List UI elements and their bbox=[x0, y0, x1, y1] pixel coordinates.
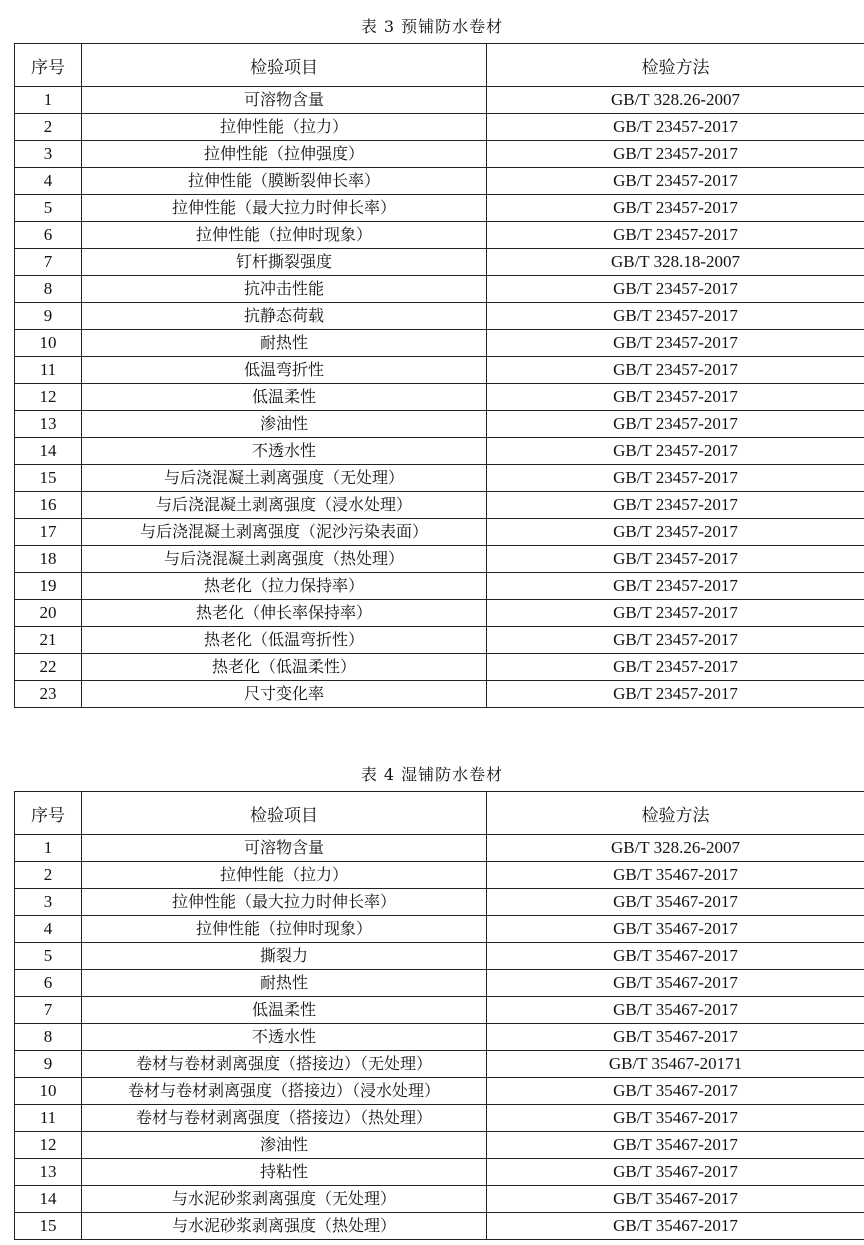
serial-number-cell: 12 bbox=[15, 1132, 82, 1159]
test-method-cell: GB/T 23457-2017 bbox=[487, 519, 864, 546]
serial-number-cell: 7 bbox=[15, 249, 82, 276]
serial-number-cell: 8 bbox=[15, 1024, 82, 1051]
table-row bbox=[15, 357, 864, 384]
table-row bbox=[15, 997, 864, 1024]
serial-number-cell: 5 bbox=[15, 195, 82, 222]
test-item-cell: 拉伸性能（拉力） bbox=[82, 114, 487, 141]
test-item-cell: 低温柔性 bbox=[82, 384, 487, 411]
serial-number-cell: 16 bbox=[15, 492, 82, 519]
test-item-cell: 持粘性 bbox=[82, 1159, 487, 1186]
test-item-cell: 热老化（伸长率保持率） bbox=[82, 600, 487, 627]
test-method-cell: GB/T 23457-2017 bbox=[487, 276, 864, 303]
test-method-cell: GB/T 23457-2017 bbox=[487, 627, 864, 654]
test-method-cell: GB/T 23457-2017 bbox=[487, 168, 864, 195]
table-3 bbox=[14, 43, 864, 708]
serial-number-cell: 15 bbox=[15, 1213, 82, 1240]
test-method-cell: GB/T 23457-2017 bbox=[487, 492, 864, 519]
serial-number-cell: 9 bbox=[15, 1051, 82, 1078]
table-row bbox=[15, 438, 864, 465]
table-row bbox=[15, 889, 864, 916]
test-method-cell: GB/T 23457-2017 bbox=[487, 222, 864, 249]
table-row bbox=[15, 681, 864, 708]
test-item-cell: 热老化（拉力保持率） bbox=[82, 573, 487, 600]
serial-number-cell: 12 bbox=[15, 384, 82, 411]
test-method-cell: GB/T 23457-2017 bbox=[487, 600, 864, 627]
test-method-cell: GB/T 23457-2017 bbox=[487, 411, 864, 438]
serial-number-cell: 5 bbox=[15, 943, 82, 970]
table-row bbox=[15, 1105, 864, 1132]
serial-number-cell: 10 bbox=[15, 330, 82, 357]
serial-number-cell: 13 bbox=[15, 1159, 82, 1186]
table-row bbox=[15, 1024, 864, 1051]
serial-number-cell: 23 bbox=[15, 681, 82, 708]
serial-number-cell: 2 bbox=[15, 114, 82, 141]
header-serial-number: 序号 bbox=[15, 44, 82, 87]
test-item-cell: 拉伸性能（拉伸强度） bbox=[82, 141, 487, 168]
table-row bbox=[15, 249, 864, 276]
table-row bbox=[15, 573, 864, 600]
table-row bbox=[15, 1159, 864, 1186]
header-test-item: 检验项目 bbox=[82, 792, 487, 835]
table-row bbox=[15, 114, 864, 141]
table-row bbox=[15, 627, 864, 654]
test-item-cell: 低温柔性 bbox=[82, 997, 487, 1024]
test-item-cell: 抗冲击性能 bbox=[82, 276, 487, 303]
table-row bbox=[15, 519, 864, 546]
test-item-cell: 渗油性 bbox=[82, 1132, 487, 1159]
table-row bbox=[15, 1186, 864, 1213]
test-item-cell: 拉伸性能（拉力） bbox=[82, 862, 487, 889]
serial-number-cell: 1 bbox=[15, 835, 82, 862]
table-row bbox=[15, 654, 864, 681]
test-method-cell: GB/T 35467-2017 bbox=[487, 1105, 864, 1132]
test-method-cell: GB/T 23457-2017 bbox=[487, 654, 864, 681]
test-method-cell: GB/T 35467-2017 bbox=[487, 943, 864, 970]
table-4 bbox=[14, 791, 864, 1240]
serial-number-cell: 8 bbox=[15, 276, 82, 303]
test-item-cell: 耐热性 bbox=[82, 970, 487, 997]
test-method-cell: GB/T 328.26-2007 bbox=[487, 835, 864, 862]
test-item-cell: 拉伸性能（膜断裂伸长率） bbox=[82, 168, 487, 195]
serial-number-cell: 21 bbox=[15, 627, 82, 654]
test-method-cell: GB/T 23457-2017 bbox=[487, 573, 864, 600]
table-row bbox=[15, 600, 864, 627]
test-method-cell: GB/T 35467-2017 bbox=[487, 1132, 864, 1159]
serial-number-cell: 4 bbox=[15, 168, 82, 195]
serial-number-cell: 11 bbox=[15, 1105, 82, 1132]
table-row bbox=[15, 970, 864, 997]
serial-number-cell: 13 bbox=[15, 411, 82, 438]
table-row bbox=[15, 862, 864, 889]
test-method-cell: GB/T 35467-2017 bbox=[487, 1159, 864, 1186]
table-row bbox=[15, 87, 864, 114]
test-method-cell: GB/T 23457-2017 bbox=[487, 357, 864, 384]
table-row bbox=[15, 1051, 864, 1078]
test-item-cell: 不透水性 bbox=[82, 1024, 487, 1051]
test-item-cell: 渗油性 bbox=[82, 411, 487, 438]
test-method-cell: GB/T 328.26-2007 bbox=[487, 87, 864, 114]
table-row bbox=[15, 1078, 864, 1105]
table-row bbox=[15, 546, 864, 573]
test-item-cell: 卷材与卷材剥离强度（搭接边）（浸水处理） bbox=[82, 1078, 487, 1105]
test-item-cell: 拉伸性能（最大拉力时伸长率） bbox=[82, 889, 487, 916]
table-row bbox=[15, 276, 864, 303]
table-row bbox=[15, 222, 864, 249]
test-item-cell: 钉杆撕裂强度 bbox=[82, 249, 487, 276]
serial-number-cell: 10 bbox=[15, 1078, 82, 1105]
test-item-cell: 与后浇混凝土剥离强度（无处理） bbox=[82, 465, 487, 492]
test-method-cell: GB/T 35467-2017 bbox=[487, 1186, 864, 1213]
serial-number-cell: 17 bbox=[15, 519, 82, 546]
serial-number-cell: 14 bbox=[15, 438, 82, 465]
serial-number-cell: 6 bbox=[15, 222, 82, 249]
table-header-row bbox=[15, 792, 864, 835]
test-method-cell: GB/T 35467-2017 bbox=[487, 970, 864, 997]
test-method-cell: GB/T 23457-2017 bbox=[487, 546, 864, 573]
serial-number-cell: 3 bbox=[15, 889, 82, 916]
test-item-cell: 热老化（低温柔性） bbox=[82, 654, 487, 681]
serial-number-cell: 14 bbox=[15, 1186, 82, 1213]
serial-number-cell: 4 bbox=[15, 916, 82, 943]
test-method-cell: GB/T 35467-2017 bbox=[487, 862, 864, 889]
serial-number-cell: 7 bbox=[15, 997, 82, 1024]
table-row bbox=[15, 916, 864, 943]
test-method-cell: GB/T 328.18-2007 bbox=[487, 249, 864, 276]
test-method-cell: GB/T 23457-2017 bbox=[487, 303, 864, 330]
test-method-cell: GB/T 35467-2017 bbox=[487, 997, 864, 1024]
table-row bbox=[15, 303, 864, 330]
serial-number-cell: 15 bbox=[15, 465, 82, 492]
test-item-cell: 与水泥砂浆剥离强度（无处理） bbox=[82, 1186, 487, 1213]
serial-number-cell: 20 bbox=[15, 600, 82, 627]
test-item-cell: 与后浇混凝土剥离强度（浸水处理） bbox=[82, 492, 487, 519]
test-method-cell: GB/T 23457-2017 bbox=[487, 465, 864, 492]
serial-number-cell: 18 bbox=[15, 546, 82, 573]
test-method-cell: GB/T 35467-2017 bbox=[487, 1078, 864, 1105]
test-item-cell: 可溶物含量 bbox=[82, 87, 487, 114]
test-method-cell: GB/T 23457-2017 bbox=[487, 384, 864, 411]
header-test-item: 检验项目 bbox=[82, 44, 487, 87]
serial-number-cell: 3 bbox=[15, 141, 82, 168]
serial-number-cell: 1 bbox=[15, 87, 82, 114]
test-item-cell: 热老化（低温弯折性） bbox=[82, 627, 487, 654]
header-serial-number: 序号 bbox=[15, 792, 82, 835]
table-row bbox=[15, 195, 864, 222]
test-method-cell: GB/T 35467-2017 bbox=[487, 1024, 864, 1051]
serial-number-cell: 11 bbox=[15, 357, 82, 384]
test-item-cell: 卷材与卷材剥离强度（搭接边）（热处理） bbox=[82, 1105, 487, 1132]
header-test-method: 检验方法 bbox=[487, 792, 864, 835]
test-item-cell: 与水泥砂浆剥离强度（热处理） bbox=[82, 1213, 487, 1240]
table-header-row bbox=[15, 44, 864, 87]
test-method-cell: GB/T 35467-2017 bbox=[487, 889, 864, 916]
test-item-cell: 可溶物含量 bbox=[82, 835, 487, 862]
test-method-cell: GB/T 35467-2017 bbox=[487, 1213, 864, 1240]
serial-number-cell: 6 bbox=[15, 970, 82, 997]
test-item-cell: 拉伸性能（拉伸时现象） bbox=[82, 916, 487, 943]
table-row bbox=[15, 835, 864, 862]
table-row bbox=[15, 168, 864, 195]
table-row bbox=[15, 141, 864, 168]
serial-number-cell: 2 bbox=[15, 862, 82, 889]
test-item-cell: 尺寸变化率 bbox=[82, 681, 487, 708]
table-3-caption: 表 3 预铺防水卷材 bbox=[360, 17, 504, 36]
table-4-caption: 表 4 湿铺防水卷材 bbox=[360, 765, 504, 784]
test-method-cell: GB/T 35467-20171 bbox=[487, 1051, 864, 1078]
test-method-cell: GB/T 23457-2017 bbox=[487, 141, 864, 168]
test-method-cell: GB/T 23457-2017 bbox=[487, 195, 864, 222]
serial-number-cell: 9 bbox=[15, 303, 82, 330]
test-item-cell: 拉伸性能（拉伸时现象） bbox=[82, 222, 487, 249]
table-row bbox=[15, 384, 864, 411]
test-item-cell: 拉伸性能（最大拉力时伸长率） bbox=[82, 195, 487, 222]
test-method-cell: GB/T 23457-2017 bbox=[487, 330, 864, 357]
test-item-cell: 与后浇混凝土剥离强度（热处理） bbox=[82, 546, 487, 573]
table-row bbox=[15, 492, 864, 519]
test-item-cell: 抗静态荷载 bbox=[82, 303, 487, 330]
header-test-method: 检验方法 bbox=[487, 44, 864, 87]
table-row bbox=[15, 330, 864, 357]
table-row bbox=[15, 411, 864, 438]
table-row bbox=[15, 943, 864, 970]
serial-number-cell: 22 bbox=[15, 654, 82, 681]
serial-number-cell: 19 bbox=[15, 573, 82, 600]
table-row bbox=[15, 465, 864, 492]
test-method-cell: GB/T 23457-2017 bbox=[487, 114, 864, 141]
test-item-cell: 不透水性 bbox=[82, 438, 487, 465]
table-row bbox=[15, 1132, 864, 1159]
test-item-cell: 低温弯折性 bbox=[82, 357, 487, 384]
test-method-cell: GB/T 35467-2017 bbox=[487, 916, 864, 943]
test-item-cell: 与后浇混凝土剥离强度（泥沙污染表面） bbox=[82, 519, 487, 546]
test-method-cell: GB/T 23457-2017 bbox=[487, 681, 864, 708]
table-row bbox=[15, 1213, 864, 1240]
test-method-cell: GB/T 23457-2017 bbox=[487, 438, 864, 465]
test-item-cell: 撕裂力 bbox=[82, 943, 487, 970]
test-item-cell: 卷材与卷材剥离强度（搭接边）（无处理） bbox=[82, 1051, 487, 1078]
test-item-cell: 耐热性 bbox=[82, 330, 487, 357]
